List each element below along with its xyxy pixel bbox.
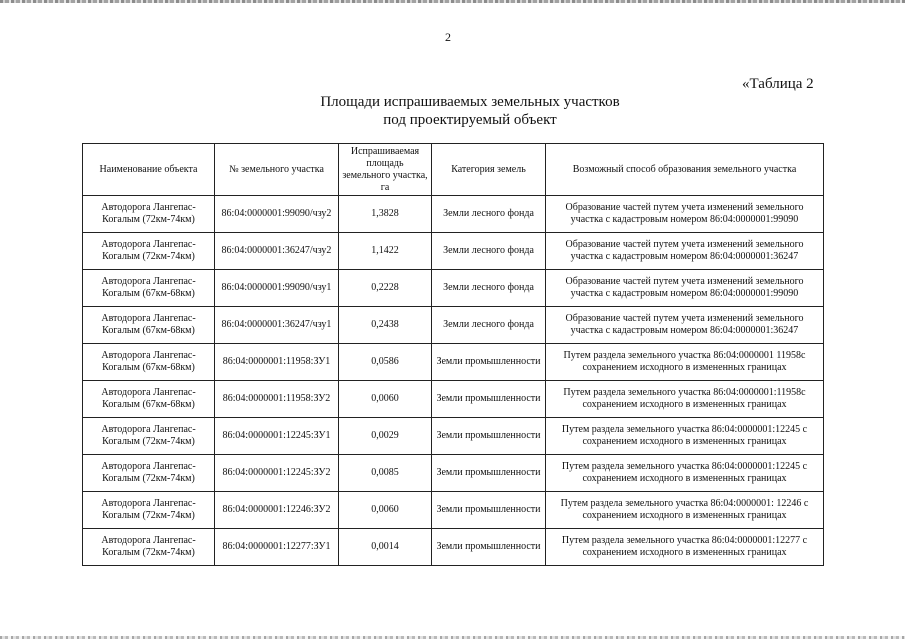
- cell-area: 0,0586: [339, 344, 432, 381]
- cell-parcel: 86:04:0000001:11958:ЗУ2: [215, 381, 339, 418]
- cell-parcel: 86:04:0000001:99090/чзу1: [215, 270, 339, 307]
- cell-area: 0,0014: [339, 529, 432, 566]
- cell-area: 1,3828: [339, 196, 432, 233]
- table-title-line1: Площади испрашиваемых земельных участков: [320, 94, 620, 110]
- column-header-area: Испрашиваемая площадь земельного участка, га: [339, 144, 432, 196]
- table-row: [83, 344, 824, 381]
- cell-object: Автодорога Лангепас-Когалым (72км-74км): [83, 455, 215, 492]
- cell-object: Автодорога Лангепас-Когалым (67км-68км): [83, 307, 215, 344]
- cell-object: Автодорога Лангепас-Когалым (67км-68км): [83, 381, 215, 418]
- cell-method: Путем раздела земельного участка 86:04:0000001:12245 с сохранением исходного в измененных границах: [546, 455, 824, 492]
- cell-area: 0,0085: [339, 455, 432, 492]
- column-header-object: Наименование объекта: [83, 144, 215, 196]
- cell-method: Образование частей путем учета изменений земельного участка с кадастровым номером 86:04:0000001:99090: [546, 196, 824, 233]
- cell-method: Путем раздела земельного участка 86:04:0000001:11958с сохранением исходного в измененных границах: [546, 381, 824, 418]
- cell-category: Земли промышленности: [432, 529, 546, 566]
- cell-category: Земли промышленности: [432, 418, 546, 455]
- cell-parcel: 86:04:0000001:12277:ЗУ1: [215, 529, 339, 566]
- cell-object: Автодорога Лангепас-Когалым (72км-74км): [83, 418, 215, 455]
- cell-category: Земли лесного фонда: [432, 307, 546, 344]
- cell-category: Земли лесного фонда: [432, 270, 546, 307]
- cell-object: Автодорога Лангепас-Когалым (72км-74км): [83, 196, 215, 233]
- cell-category: Земли промышленности: [432, 381, 546, 418]
- column-header-category: Категория земель: [432, 144, 546, 196]
- table-title-line2: под проектируемый объект: [383, 112, 557, 128]
- cell-parcel: 86:04:0000001:11958:ЗУ1: [215, 344, 339, 381]
- cell-category: Земли промышленности: [432, 344, 546, 381]
- cell-object: Автодорога Лангепас-Когалым (67км-68км): [83, 270, 215, 307]
- cell-method: Путем раздела земельного участка 86:04:0000001:12245 с сохранением исходного в измененных границах: [546, 418, 824, 455]
- cell-parcel: 86:04:0000001:12246:ЗУ2: [215, 492, 339, 529]
- cell-category: Земли промышленности: [432, 492, 546, 529]
- cell-parcel: 86:04:0000001:12245:ЗУ2: [215, 455, 339, 492]
- cell-area: 0,0060: [339, 492, 432, 529]
- cell-object: Автодорога Лангепас-Когалым (72км-74км): [83, 233, 215, 270]
- cell-object: Автодорога Лангепас-Когалым (72км-74км): [83, 529, 215, 566]
- cell-area: 0,2438: [339, 307, 432, 344]
- cell-parcel: 86:04:0000001:12245:ЗУ1: [215, 418, 339, 455]
- column-header-method: Возможный способ образования земельного участка: [546, 144, 824, 196]
- table-header-row: [83, 144, 824, 196]
- cell-area: 0,2228: [339, 270, 432, 307]
- cell-parcel: 86:04:0000001:36247/чзу2: [215, 233, 339, 270]
- cell-method: Образование частей путем учета изменений земельного участка с кадастровым номером 86:04:0000001:36247: [546, 233, 824, 270]
- scan-edge-bottom: [0, 636, 905, 639]
- table-label: «Таблица 2: [742, 76, 814, 92]
- page-number: 2: [445, 30, 451, 44]
- table-row: [83, 307, 824, 344]
- cell-object: Автодорога Лангепас-Когалым (72км-74км): [83, 492, 215, 529]
- cell-area: 1,1422: [339, 233, 432, 270]
- land-parcels-table: [82, 143, 824, 566]
- cell-method: Путем раздела земельного участка 86:04:0000001: 12246 с сохранением исходного в измененных границах: [546, 492, 824, 529]
- table-row: [83, 455, 824, 492]
- scan-edge-top: [0, 0, 905, 3]
- cell-category: Земли лесного фонда: [432, 233, 546, 270]
- cell-object: Автодорога Лангепас-Когалым (67км-68км): [83, 344, 215, 381]
- table-row: [83, 492, 824, 529]
- cell-category: Земли лесного фонда: [432, 196, 546, 233]
- cell-method: Образование частей путем учета изменений земельного участка с кадастровым номером 86:04:0000001:99090: [546, 270, 824, 307]
- table-row: [83, 270, 824, 307]
- cell-method: Образование частей путем учета изменений земельного участка с кадастровым номером 86:04:0000001:36247: [546, 307, 824, 344]
- cell-method: Путем раздела земельного участка 86:04:0000001 11958с сохранением исходного в измененных границах: [546, 344, 824, 381]
- table-row: [83, 418, 824, 455]
- cell-area: 0,0060: [339, 381, 432, 418]
- cell-area: 0,0029: [339, 418, 432, 455]
- cell-parcel: 86:04:0000001:99090/чзу2: [215, 196, 339, 233]
- table-row: [83, 529, 824, 566]
- cell-parcel: 86:04:0000001:36247/чзу1: [215, 307, 339, 344]
- table-row: [83, 233, 824, 270]
- table-row: [83, 196, 824, 233]
- cell-category: Земли промышленности: [432, 455, 546, 492]
- table-row: [83, 381, 824, 418]
- cell-method: Путем раздела земельного участка 86:04:0000001:12277 с сохранением исходного в измененных границах: [546, 529, 824, 566]
- column-header-parcel: № земельного участка: [215, 144, 339, 196]
